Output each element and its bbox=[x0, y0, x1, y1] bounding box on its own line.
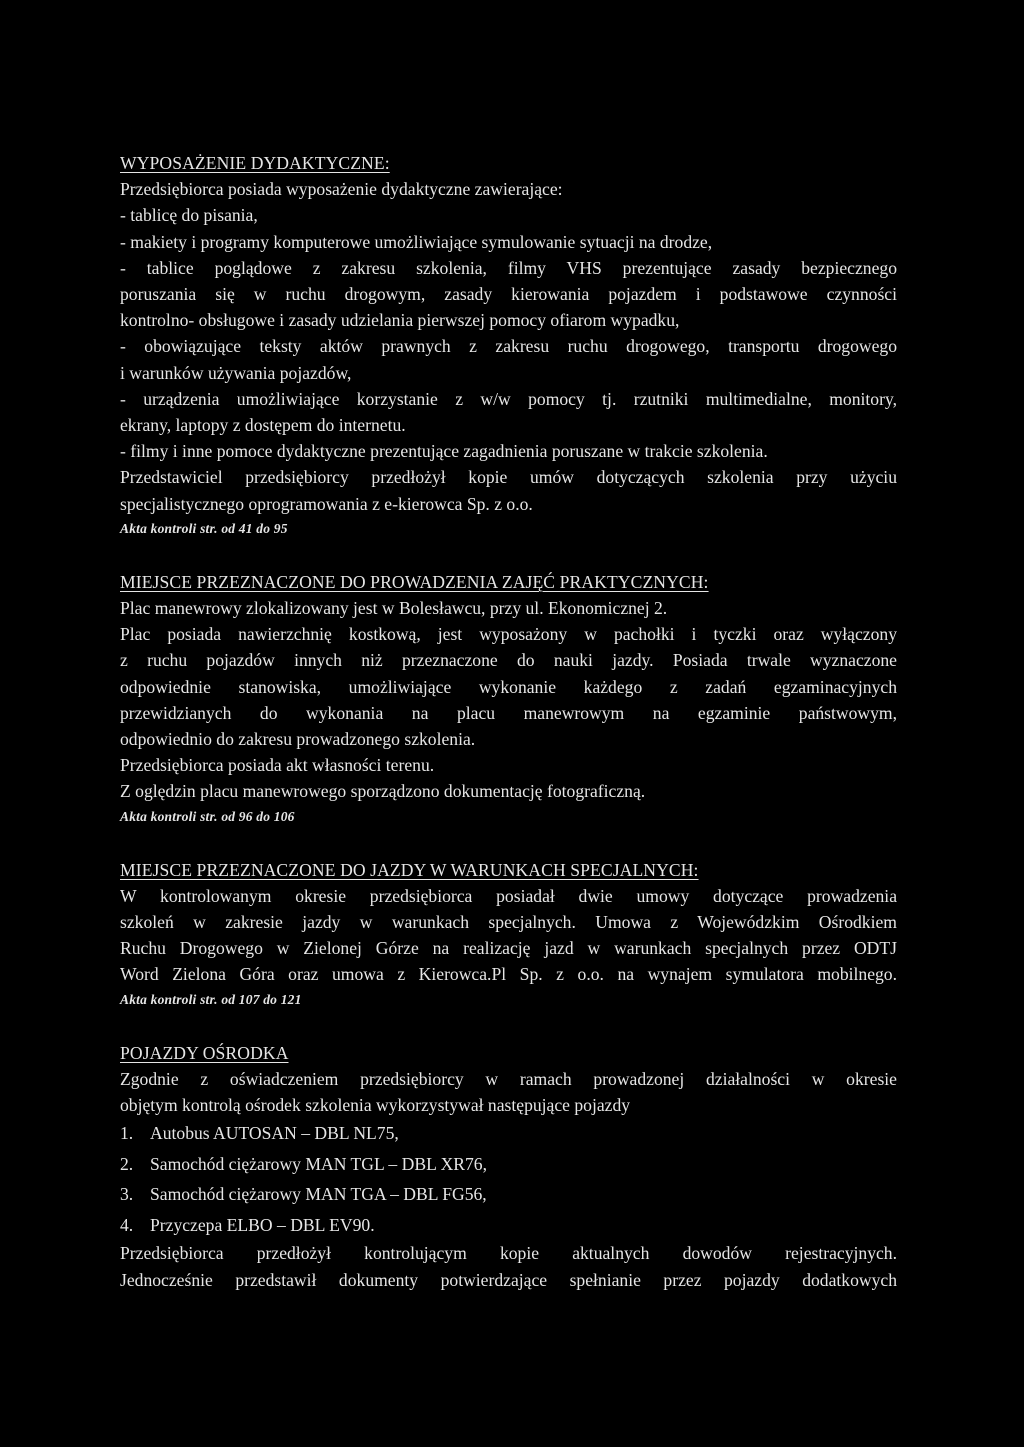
paragraph-line: odpowiednie stanowiska, umożliwiające wykonanie każdego z zadań egzaminacyjnych bbox=[120, 676, 897, 697]
document-page bbox=[120, 150, 897, 1293]
section-vehicles bbox=[120, 1040, 897, 1293]
paragraph-line: Przedsiębiorca posiada akt własności terenu. bbox=[120, 755, 435, 776]
paragraph-line: kontrolno- obsługowe i zasady udzielania pierwszej pomocy ofiarom wypadku, bbox=[120, 310, 680, 331]
paragraph-line: odpowiednio do zakresu prowadzonego szkolenia. bbox=[120, 729, 476, 750]
paragraph-line: ekrany, laptopy z dostępem do internetu. bbox=[120, 415, 406, 436]
file-reference: Akta kontroli str. od 96 do 106 bbox=[120, 808, 295, 824]
paragraph-line: Word Zielona Góra oraz umowa z Kierowca.Pl Sp. z o.o. na wynajem symulatora mobilnego. bbox=[120, 964, 897, 985]
list-item bbox=[120, 1118, 897, 1149]
list-number: 2. bbox=[120, 1153, 134, 1174]
list-number: 4. bbox=[120, 1214, 134, 1235]
section-heading-special: MIEJSCE PRZEZNACZONE DO JAZDY W WARUNKACH SPECJALNYCH: bbox=[120, 859, 699, 880]
paragraph-line: z ruchu pojazdów innych niż przeznaczone do nauki jazdy. Posiada trwale wyznaczone bbox=[120, 650, 897, 671]
vehicle-text: Samochód ciężarowy MAN TGA – DBL FG56, bbox=[150, 1184, 487, 1205]
list-item: - makiety i programy komputerowe umożliwiające symulowanie sytuacji na drodze, bbox=[120, 231, 713, 252]
section-special bbox=[120, 857, 897, 1012]
vehicle-text: Przyczepa ELBO – DBL EV90. bbox=[150, 1214, 375, 1235]
list-item: - urządzenia umożliwiające korzystanie z w/w pomocy tj. rzutniki multimedialne, monitory, bbox=[120, 388, 897, 409]
paragraph-line: Jednocześnie przedstawił dokumenty potwierdzające spełnianie przez pojazdy dodatkowych bbox=[120, 1269, 897, 1290]
vehicle-text: Samochód ciężarowy MAN TGL – DBL XR76, bbox=[150, 1153, 487, 1174]
list-item: - tablicę do pisania, bbox=[120, 205, 258, 226]
list-item bbox=[120, 1210, 897, 1241]
file-reference: Akta kontroli str. od 107 do 121 bbox=[120, 991, 302, 1007]
paragraph-line: Plac manewrowy zlokalizowany jest w Bolesławcu, przy ul. Ekonomicznej 2. bbox=[120, 598, 668, 619]
list-number: 3. bbox=[120, 1184, 134, 1205]
section-practical bbox=[120, 569, 897, 829]
paragraph-line: Przedstawiciel przedsiębiorcy przedłożył kopie umów dotyczących szkolenia przy użyciu bbox=[120, 467, 897, 488]
list-item bbox=[120, 1179, 897, 1210]
section-heading-practical: MIEJSCE PRZEZNACZONE DO PROWADZENIA ZAJĘĆ PRAKTYCZNYCH: bbox=[120, 571, 709, 592]
paragraph-line: i warunków używania pojazdów, bbox=[120, 362, 352, 383]
paragraph-line: objętym kontrolą ośrodek szkolenia wykorzystywał następujące pojazdy bbox=[120, 1095, 631, 1116]
list-item: - obowiązujące teksty aktów prawnych z zakresu ruchu drogowego, transportu drogowego bbox=[120, 336, 897, 357]
paragraph-line: Przedsiębiorca posiada wyposażenie dydaktyczne zawierające: bbox=[120, 179, 563, 200]
list-item: - tablice poglądowe z zakresu szkolenia, filmy VHS prezentujące zasady bezpiecznego bbox=[120, 257, 897, 278]
paragraph-line: Plac posiada nawierzchnię kostkową, jest wyposażony w pachołki i tyczki oraz wyłączony bbox=[120, 624, 897, 645]
file-reference: Akta kontroli str. od 41 do 95 bbox=[120, 520, 288, 536]
paragraph-line: Ruchu Drogowego w Zielonej Górze na realizację jazd w warunkach specjalnych przez ODTJ bbox=[120, 938, 897, 959]
paragraph-line: W kontrolowanym okresie przedsiębiorca posiadał dwie umowy dotyczące prowadzenia bbox=[120, 885, 897, 906]
paragraph-line: Z oględzin placu manewrowego sporządzono dokumentację fotograficzną. bbox=[120, 781, 646, 802]
paragraph-line: specjalistycznego oprogramowania z e-kierowca Sp. z o.o. bbox=[120, 493, 533, 514]
paragraph-line: poruszania się w ruchu drogowym, zasady kierowania pojazdem i podstawowe czynności bbox=[120, 284, 897, 305]
section-heading-equipment: WYPOSAŻENIE DYDAKTYCZNE: bbox=[120, 153, 390, 173]
vehicle-text: Autobus AUTOSAN – DBL NL75, bbox=[150, 1123, 399, 1144]
list-item: - filmy i inne pomoce dydaktyczne prezentujące zagadnienia poruszane w trakcie szkolenia. bbox=[120, 441, 768, 462]
vehicle-list bbox=[120, 1118, 897, 1240]
paragraph-line: Zgodnie z oświadczeniem przedsiębiorcy w ramach prowadzonej działalności w okresie bbox=[120, 1068, 897, 1089]
paragraph-line: Przedsiębiorca przedłożył kontrolującym kopie aktualnych dowodów rejestracyjnych. bbox=[120, 1243, 897, 1264]
section-equipment bbox=[120, 150, 897, 541]
paragraph-line: szkoleń w zakresie jazdy w warunkach specjalnych. Umowa z Wojewódzkim Ośrodkiem bbox=[120, 912, 897, 933]
paragraph-line: przewidzianych do wykonania na placu manewrowym na egzaminie państwowym, bbox=[120, 702, 897, 723]
section-heading-vehicles: POJAZDY OŚRODKA bbox=[120, 1042, 289, 1063]
list-item bbox=[120, 1149, 897, 1180]
list-number: 1. bbox=[120, 1123, 134, 1144]
